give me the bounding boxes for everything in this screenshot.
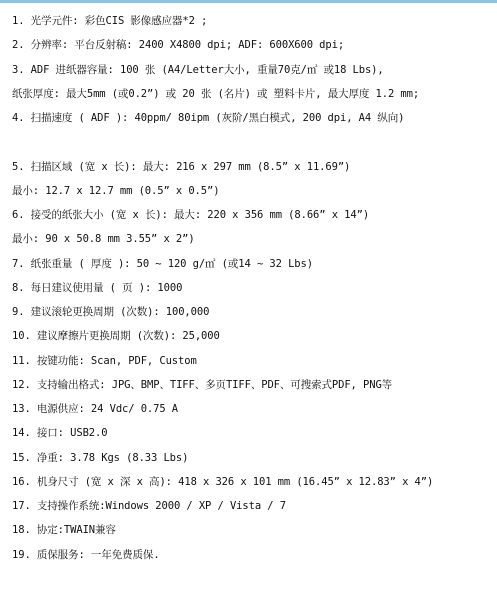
- spec-line-paper-size-min: 最小: 90 x 50.8 mm 3.55” x 2”): [12, 233, 195, 246]
- spec-line-paper-weight: 7. 纸张重量 ( 厚度 ): 50 ~ 120 g/㎡ (或14 ~ 32 Lbs): [12, 257, 313, 270]
- spec-line-warranty: 19. 质保服务: 一年免费质保.: [12, 548, 160, 561]
- spec-line-net-weight: 15. 净重: 3.78 Kgs (8.33 Lbs): [12, 451, 189, 464]
- spec-line-output-formats: 12. 支持输出格式: JPG、BMP、TIFF、多页TIFF、PDF、可搜索式PDF, PNG等: [12, 378, 393, 391]
- spec-line-paper-size-max: 6. 接受的纸张大小 (宽 x 长): 最大: 220 x 356 mm (8.66” x 14”): [12, 209, 370, 221]
- spec-line-scan-area-min: 最小: 12.7 x 12.7 mm (0.5” x 0.5”): [12, 184, 220, 197]
- spec-list: [12, 9, 494, 567]
- spec-line-blank: [12, 130, 494, 154]
- spec-line-resolution: 2. 分辨率: 平台反射稿: 2400 X4800 dpi; ADF: 600X600 dpi;: [12, 39, 345, 52]
- spec-line-power: 13. 电源供应: 24 Vdc/ 0.75 A: [12, 403, 179, 415]
- spec-line-scan-area-max: 5. 扫描区域 (宽 x 长): 最大: 216 x 297 mm (8.5” x 11.69”): [12, 160, 351, 173]
- spec-line-daily-volume: 8. 每日建议使用量 ( 页 ): 1000: [12, 281, 183, 294]
- spec-line-scan-speed: 4. 扫描速度 ( ADF ): 40ppm/ 80ipm (灰阶/黑白模式, 200 dpi, A4 纵向): [12, 112, 405, 124]
- spec-line-paper-thickness: 纸张厚度: 最大5mm (或0.2”) 或 20 张 (名片) 或 塑料卡片, 最大厚度 1.2 mm;: [12, 87, 420, 100]
- spec-line-roller-cycle: 9. 建议滚轮更换周期 (次数): 100,000: [12, 306, 210, 318]
- spec-line-adf-capacity: 3. ADF 进纸器容量: 100 张 (A4/Letter大小, 重量70克/㎡ 或18 Lbs),: [12, 63, 384, 76]
- spec-line-dimensions: 16. 机身尺寸 (宽 x 深 x 高): 418 x 326 x 101 mm (16.45” x 12.83” x 4”): [12, 475, 434, 488]
- spec-line-optical: 1. 光学元件: 彩色CIS 影像感应器*2 ;: [12, 15, 208, 27]
- spec-line-pad-cycle: 10. 建议摩擦片更换周期 (次数): 25,000: [12, 330, 220, 343]
- spec-line-interface: 14. 接口: USB2.0: [12, 427, 108, 440]
- spec-line-buttons: 11. 按键功能: Scan, PDF, Custom: [12, 354, 197, 367]
- spec-line-os-support: 17. 支持操作系统:Windows 2000 / XP / Vista / 7: [12, 500, 286, 512]
- top-border: [0, 0, 497, 3]
- spec-line-protocol: 18. 协定:TWAIN兼容: [12, 524, 116, 537]
